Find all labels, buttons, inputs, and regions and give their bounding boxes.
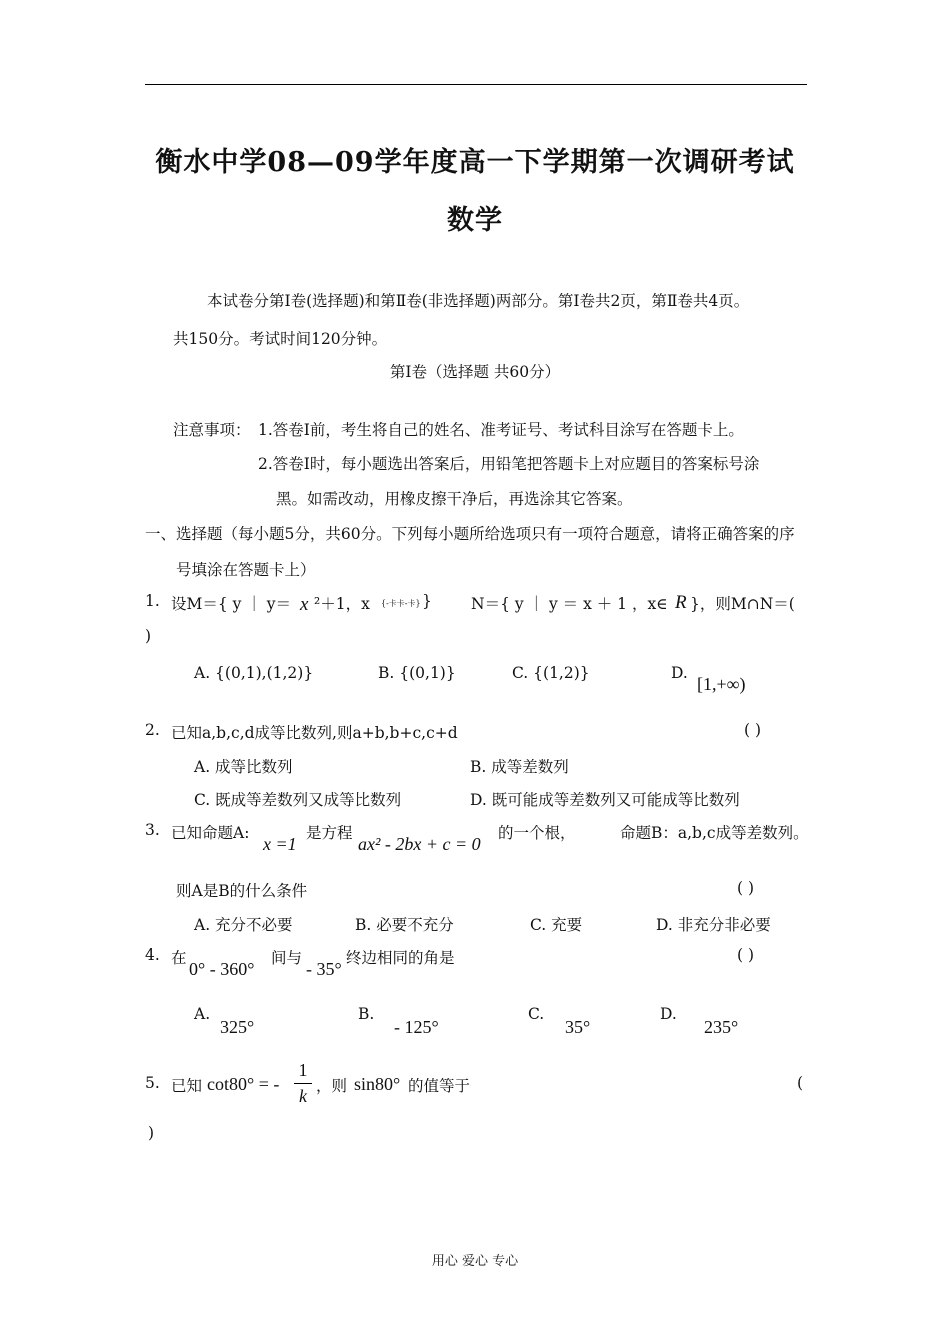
q2-answer-paren: ( ): [744, 721, 762, 739]
q4-number: 4.: [145, 946, 160, 964]
q1-option-b: B. {(0,1)}: [378, 664, 456, 682]
notes-item-1: 1.答卷Ⅰ前，考生将自己的姓名、准考证号、考试科目涂写在答题卡上。: [258, 421, 744, 439]
q4-text-c: 终边相同的角是: [346, 949, 455, 967]
q1-text-b: ²＋1，x: [314, 595, 370, 613]
notes-item-2a: 2.答卷Ⅰ时，每小题选出答案后，用铅笔把答题卡上对应题目的答案标号涂: [258, 455, 760, 473]
q3-option-b: B. 必要不充分: [355, 916, 454, 934]
header-rule: [145, 84, 807, 85]
q4-option-c-label: C.: [528, 1005, 545, 1023]
q3-text-b: 是方程: [306, 824, 353, 842]
q5-math-sin: sin80°: [354, 1074, 401, 1094]
q2-option-d: D. 既可能成等差数列又可能成等比数列: [470, 791, 740, 809]
q3-answer-paren: ( ): [737, 879, 755, 897]
q4-option-a-label: A.: [194, 1005, 211, 1023]
q4-option-c-value: 35°: [565, 1017, 591, 1037]
notes-label: 注意事项：: [173, 421, 251, 439]
q4-option-a-value: 325°: [220, 1017, 255, 1037]
q5-paren-close: ): [148, 1124, 155, 1142]
q3-math-equation: ax² - 2bx + c = 0: [358, 834, 481, 854]
q4-answer-paren: ( ): [737, 946, 755, 964]
q4-text-b: 间与: [271, 949, 303, 967]
q5-fraction-numerator: 1: [298, 1060, 308, 1080]
q1-var-x: x: [300, 594, 309, 615]
q5-paren-open: (: [797, 1074, 804, 1092]
q3-math-x: x =1: [263, 834, 297, 854]
q5-text-c: 的值等于: [408, 1077, 471, 1095]
q3-text-c: 的一个根，: [498, 824, 576, 842]
q2-option-c: C. 既成等差数列又成等比数列: [194, 791, 402, 809]
q3-option-d: D. 非充分非必要: [656, 916, 771, 934]
q4-option-b-value: - 125°: [394, 1017, 439, 1037]
q1-text-c: }: [422, 592, 432, 610]
intro-line-1: 本试卷分第Ⅰ卷(选择题)和第Ⅱ卷(非选择题)两部分。第Ⅰ卷共2页，第Ⅱ卷共4页。: [207, 292, 750, 310]
part1-heading: 第Ⅰ卷（选择题 共60分）: [389, 363, 561, 381]
subject-title: 数学: [447, 205, 503, 236]
q4-text-a: 在: [171, 949, 187, 967]
q3-option-c: C. 充要: [530, 916, 583, 934]
section-1-line-1: 一、选择题（每小题5分，共60分。下列每小题所给选项只有一项符合题意，请将正确答案的序: [145, 525, 795, 543]
q1-paren-close: ): [145, 627, 152, 645]
q4-option-d-value: 235°: [704, 1017, 739, 1037]
q5-fraction-denominator: k: [299, 1086, 307, 1106]
q1-option-d-label: D.: [671, 664, 688, 682]
q1-var-R: R: [675, 592, 687, 613]
q1-text-d: }，则M∩N＝(: [690, 595, 795, 613]
q5-number: 5.: [145, 1074, 160, 1092]
section-1-line-2: 号填涂在答题卡上）: [176, 561, 316, 579]
q1-tiny-text: {-卡卡-卡}: [381, 599, 421, 608]
q5-fraction: [294, 1060, 312, 1107]
q4-math-range: 0° - 360°: [189, 959, 255, 979]
q3-text-a: 已知命题A:: [171, 824, 250, 842]
q3-number: 3.: [145, 821, 160, 839]
exam-title: 衡水中学08—09学年度高一下学期第一次调研考试: [155, 147, 795, 178]
page-footer: 用心 爱心 专心: [431, 1254, 519, 1269]
q5-text-a: 已知: [171, 1077, 203, 1095]
q1-number: 1.: [145, 592, 160, 610]
q1-option-a: A. {(0,1),(1,2)}: [194, 664, 314, 682]
q3-line-2: 则A是B的什么条件: [176, 882, 308, 900]
q2-option-b: B. 成等差数列: [470, 758, 569, 776]
q3-text-d: 命题B：a,b,c成等差数列。: [620, 824, 809, 842]
q5-fraction-bar: [294, 1083, 312, 1084]
notes-item-2b: 黑。如需改动，用橡皮擦干净后，再选涂其它答案。: [276, 490, 633, 508]
q1-text-a: 设M＝{ y ｜ y＝: [171, 595, 292, 613]
q1-text-n: N＝{ y ｜ y ＝ x ＋ 1 ，x∈: [471, 595, 668, 613]
q2-text: 已知a,b,c,d成等比数列,则a+b,b+c,c+d: [171, 724, 458, 742]
q1-option-c: C. {(1,2)}: [512, 664, 590, 682]
q4-option-b-label: B.: [358, 1005, 375, 1023]
q2-option-a: A. 成等比数列: [194, 758, 293, 776]
intro-line-2: 共150分。考试时间120分钟。: [173, 330, 388, 348]
q2-number: 2.: [145, 721, 160, 739]
q4-option-d-label: D.: [660, 1005, 677, 1023]
q4-math-angle: - 35°: [306, 959, 342, 979]
q1-option-d-math: [1,+∞): [697, 674, 746, 694]
q5-math-cot: cot80° = -: [207, 1074, 280, 1094]
q3-option-a: A. 充分不必要: [194, 916, 293, 934]
q5-text-b: ，则: [316, 1077, 348, 1095]
